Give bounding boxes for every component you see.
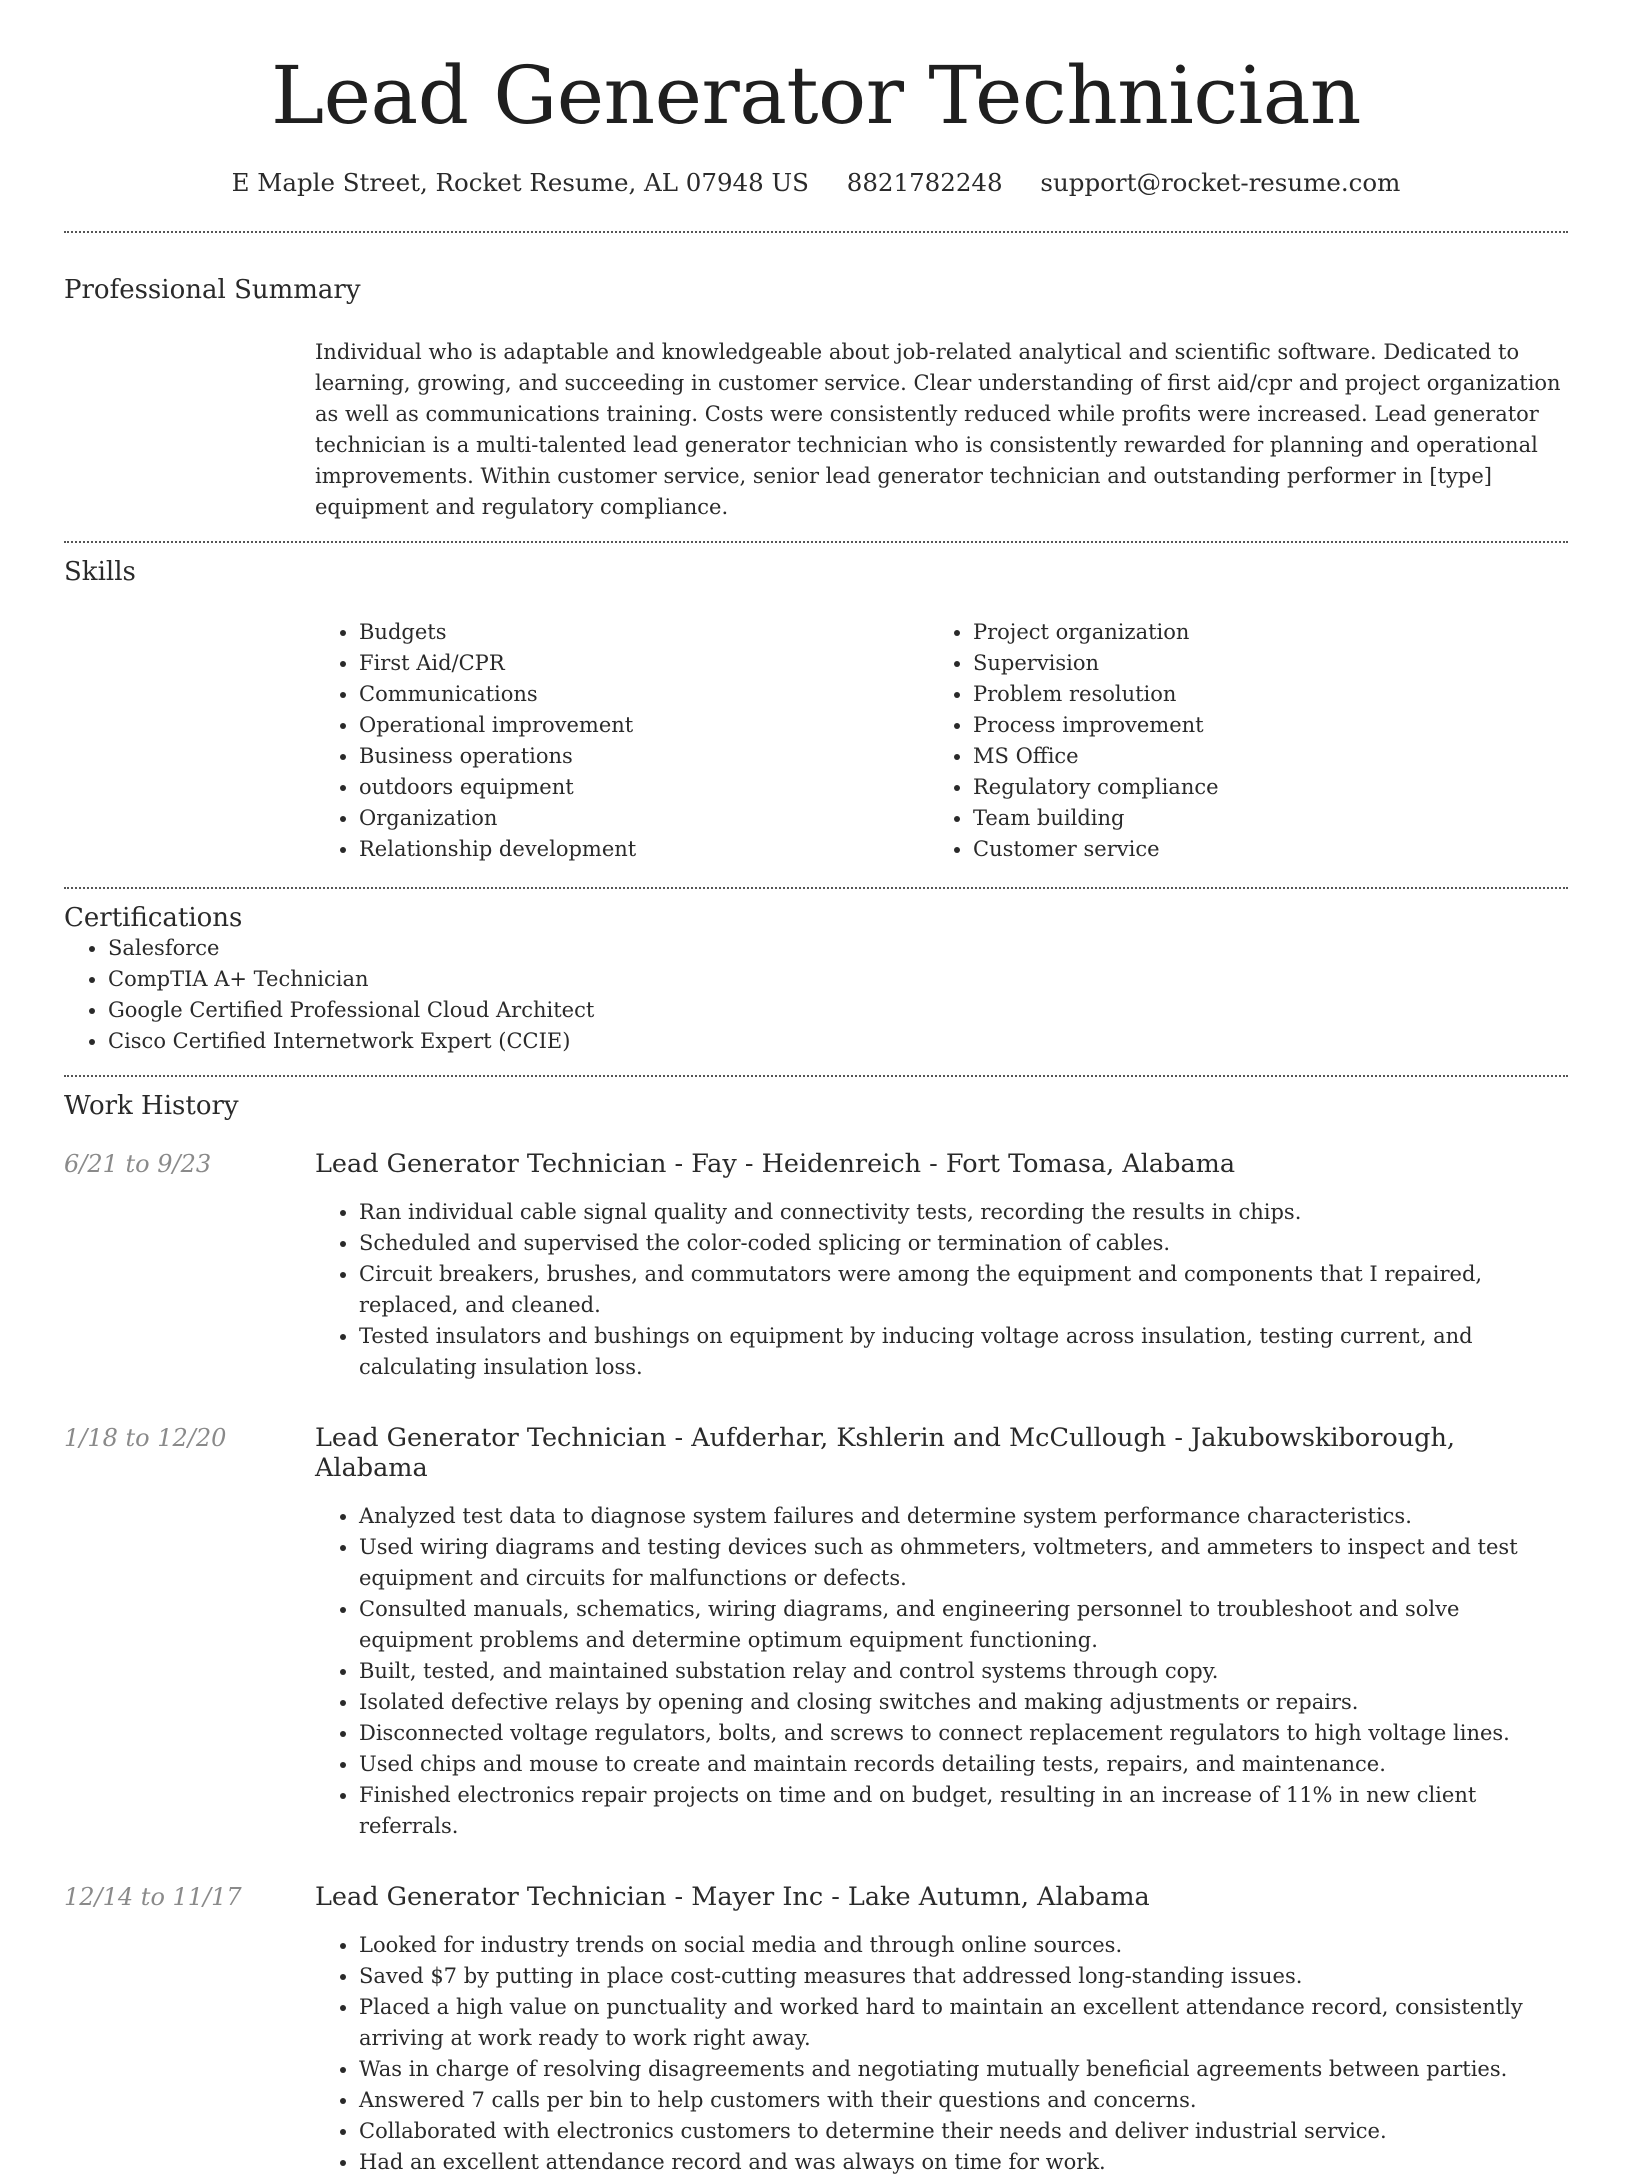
job-dates: 1/18 to 12/20	[64, 1424, 227, 1452]
certifications-heading: Certifications	[64, 903, 243, 933]
job-duty-item: • Consulted manuals, schematics, wiring diagrams, and engineering personnel to troubleshoot and solve equipment problems and determine optimum equipment functioning.	[359, 1594, 1568, 1656]
section-divider	[64, 887, 1568, 889]
skill-item: • Team building	[973, 803, 1543, 834]
certifications-list	[64, 933, 1568, 1057]
job-duty-item: • Tested insulators and bushings on equipment by inducing voltage across insulation, testing current, and calculating insulation loss.	[359, 1321, 1568, 1383]
skill-item: • Regulatory compliance	[973, 772, 1543, 803]
skills-columns	[315, 617, 1568, 865]
skill-item: • Process improvement	[973, 710, 1543, 741]
job-duty-item: • Looked for industry trends on social media and through online sources.	[359, 1930, 1568, 1961]
job-duties-list	[315, 1930, 1568, 2178]
job-header	[64, 1423, 1568, 1483]
summary-text: Individual who is adaptable and knowledgeable about job-related analytical and scientific software. Dedicated to learning, growing, and succeeding in customer service. Clear understanding of first aid/cpr and project organization as well as communications training. Costs were consistently reduced while profits were increased. Lead generator technician is a multi-talented lead generator technician who is consistently rewarded for planning and operational improvements. Within customer service, senior lead generator technician and outstanding performer in [type] equipment and regulatory compliance.	[315, 340, 1561, 519]
skill-item: • outdoors equipment	[359, 772, 929, 803]
job-dates: 12/14 to 11/17	[64, 1883, 242, 1911]
skill-item: • Business operations	[359, 741, 929, 772]
job-duty-item: • Isolated defective relays by opening and closing switches and making adjustments or repairs.	[359, 1687, 1568, 1718]
skill-item: • Problem resolution	[973, 679, 1543, 710]
skill-item: • Organization	[359, 803, 929, 834]
certification-item: • Cisco Certified Internetwork Expert (CCIE)	[108, 1026, 1568, 1057]
job-duty-item: • Used chips and mouse to create and maintain records detailing tests, repairs, and maintenance.	[359, 1749, 1568, 1780]
job-duty-item: • Ran individual cable signal quality and connectivity tests, recording the results in chips.	[359, 1197, 1568, 1228]
skill-item: • Project organization	[973, 617, 1543, 648]
job-title: Lead Generator Technician - Aufderhar, Kshlerin and McCullough - Jakubowskiborough, Alabama	[315, 1423, 1456, 1483]
job-duty-item: • Scheduled and supervised the color-coded splicing or termination of cables.	[359, 1228, 1568, 1259]
job-duty-item: • Collaborated with electronics customers to determine their needs and deliver industrial service.	[359, 2116, 1568, 2147]
skill-item: • Communications	[359, 679, 929, 710]
job-duty-item: • Used wiring diagrams and testing devices such as ohmmeters, voltmeters, and ammeters to inspect and test equipment and circuits for malfunctions or defects.	[359, 1532, 1568, 1594]
certification-item: • Google Certified Professional Cloud Architect	[108, 995, 1568, 1026]
contact-line	[64, 168, 1568, 197]
skills-heading: Skills	[64, 557, 136, 587]
job-title: Lead Generator Technician - Fay - Heidenreich - Fort Tomasa, Alabama	[315, 1149, 1236, 1179]
job-duty-item: • Placed a high value on punctuality and worked hard to maintain an excellent attendance record, consistently arriving at work ready to work right away.	[359, 1992, 1568, 2054]
job-duty-item: • Finished electronics repair projects on time and on budget, resulting in an increase of 11% in new client referrals.	[359, 1780, 1568, 1842]
contact-address: E Maple Street, Rocket Resume, AL 07948 US	[231, 168, 809, 197]
job-header	[64, 1149, 1568, 1179]
job-duty-item: • Built, tested, and maintained substation relay and control systems through copy.	[359, 1656, 1568, 1687]
section-divider	[64, 541, 1568, 543]
certification-item: • CompTIA A+ Technician	[108, 964, 1568, 995]
job-duty-item: • Had an excellent attendance record and was always on time for work.	[359, 2147, 1568, 2178]
section-divider	[64, 1075, 1568, 1077]
skill-item: • Budgets	[359, 617, 929, 648]
skill-item: • Supervision	[973, 648, 1543, 679]
skills-list-right	[929, 617, 1543, 865]
job-entry	[64, 1423, 1568, 1842]
job-header	[64, 1882, 1568, 1912]
job-entry	[64, 1882, 1568, 2178]
job-duty-item: • Saved $7 by putting in place cost-cutting measures that addressed long-standing issues.	[359, 1961, 1568, 1992]
job-duties-list	[315, 1197, 1568, 1383]
job-duties-list	[315, 1501, 1568, 1842]
certification-item: • Salesforce	[108, 933, 1568, 964]
skills-list-left	[315, 617, 929, 865]
job-duty-item: • Circuit breakers, brushes, and commutators were among the equipment and components that I repaired, replaced, and cleaned.	[359, 1259, 1568, 1321]
contact-phone: 8821782248	[846, 168, 1003, 197]
candidate-name: Lead Generator Technician	[271, 49, 1361, 142]
job-duty-item: • Was in charge of resolving disagreements and negotiating mutually beneficial agreements between parties.	[359, 2054, 1568, 2085]
section-divider	[64, 231, 1568, 233]
skill-item: • Operational improvement	[359, 710, 929, 741]
summary-heading: Professional Summary	[64, 275, 361, 305]
job-title: Lead Generator Technician - Mayer Inc - Lake Autumn, Alabama	[315, 1882, 1150, 1912]
contact-email: support@rocket-resume.com	[1040, 168, 1401, 197]
work-history-heading: Work History	[64, 1091, 239, 1121]
job-duty-item: • Analyzed test data to diagnose system failures and determine system performance characteristics.	[359, 1501, 1568, 1532]
skill-item: • Relationship development	[359, 834, 929, 865]
skill-item: • Customer service	[973, 834, 1543, 865]
work-history-list	[64, 1149, 1568, 2178]
job-dates: 6/21 to 9/23	[64, 1150, 212, 1178]
job-duty-item: • Answered 7 calls per bin to help customers with their questions and concerns.	[359, 2085, 1568, 2116]
job-duty-item: • Disconnected voltage regulators, bolts, and screws to connect replacement regulators to high voltage lines.	[359, 1718, 1568, 1749]
skill-item: • MS Office	[973, 741, 1543, 772]
job-entry	[64, 1149, 1568, 1383]
skill-item: • First Aid/CPR	[359, 648, 929, 679]
